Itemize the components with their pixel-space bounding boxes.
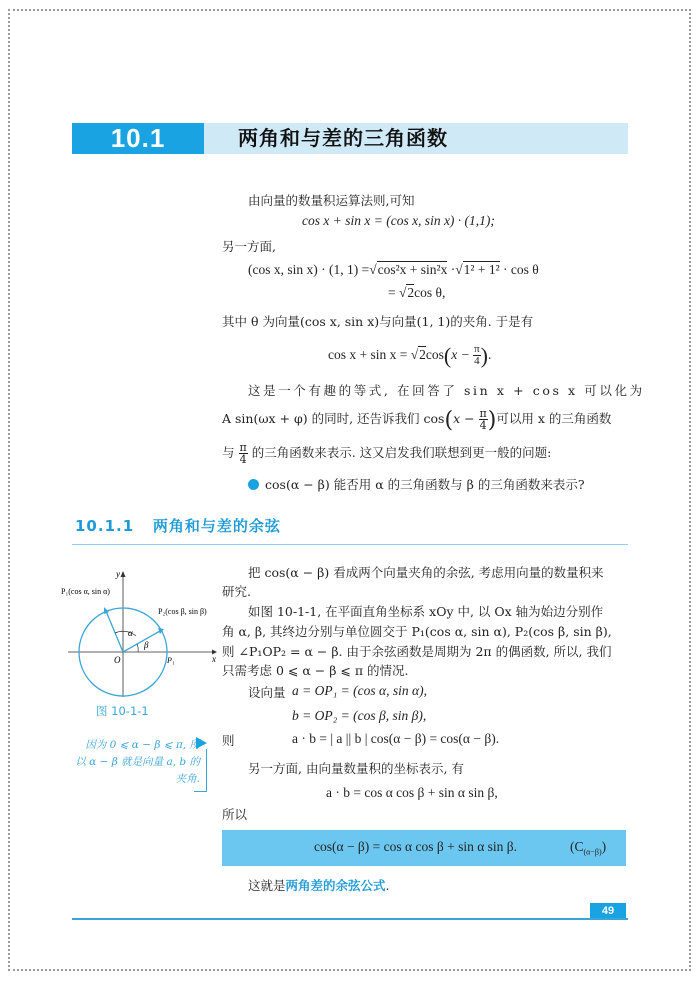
intro-line-2: 另一方面, — [222, 239, 276, 254]
note-bracket — [194, 749, 207, 792]
then-label: 则 — [222, 733, 235, 748]
intro-line-1: 由向量的数量积运算法则,可知 — [248, 193, 415, 208]
dot-product-equation: a · b = | a || b | cos(α − β) = cos(α − β). — [292, 731, 500, 746]
vector-b-definition: b = OP₂ = (cos β, sin β), — [292, 708, 427, 723]
question-text: cos(α − β) 能否用 α 的三角函数与 β 的三角函数来表示? — [265, 477, 585, 492]
paragraph-1-line-2-inner: x − — [453, 411, 475, 426]
bullet-icon — [248, 479, 259, 490]
formula-tag-open: (C — [570, 839, 584, 854]
question-line — [248, 476, 585, 494]
equation-2-lhs: (cos x, sin x) · (1, 1) = — [248, 262, 370, 277]
paragraph-1-line-2-a: A sin(ωx + φ) 的同时, 还告诉我们 cos — [222, 411, 445, 426]
fraction-numerator: π — [474, 343, 480, 356]
equation-2-dot: · — [447, 262, 456, 277]
flag-marker-icon — [196, 737, 207, 749]
equation-4-tail: . — [487, 347, 492, 362]
equation-2: (cos x, sin x) · (1, 1) =√cos²x + sin²x ·√1² + 1² · cos θ — [248, 262, 539, 277]
chapter-title-bar — [72, 123, 628, 154]
paragraph-1-line-1: 这是一个有趣的等式, 在回答了 sin x + cos x 可以化为 — [248, 383, 645, 398]
body-p2-line-2: 角 α, β, 其终边分别与单位圆交于 P₁(cos α, sin α), P₂(cos β, sin β), — [222, 624, 612, 639]
formula-box — [222, 830, 626, 866]
cosine-difference-formula: cos(α − β) = cos α cos β + sin α sin β. — [314, 839, 518, 854]
svg-text:β: β — [144, 640, 149, 650]
footer-rule — [72, 918, 628, 920]
svg-text:P₂(cos β, sin β): P₂(cos β, sin β) — [158, 607, 207, 616]
section-title: 两角和与差的三角函数 — [238, 126, 448, 150]
set-vectors-label: 设向量 — [248, 685, 286, 700]
equation-1: cos x + sin x = (cos x, sin x) · (1,1); — [302, 213, 495, 228]
paragraph-1-line-3 — [222, 442, 551, 465]
body-p2-line-3: 则 ∠P₁OP₂ = α − β. 由于余弦函数是周期为 2π 的偶函数, 所以, 我们 — [222, 644, 612, 659]
fraction-denominator: 4 — [479, 419, 487, 432]
equation-4-lhs: cos x + sin x = — [328, 347, 408, 362]
conclusion-highlight: 两角差的余弦公式 — [285, 878, 386, 893]
subsection-heading — [75, 515, 281, 536]
svg-text:P₁(cos α, sin α): P₁(cos α, sin α) — [61, 587, 110, 596]
body-p1-line-1: 把 cos(α − β) 看成两个向量夹角的余弦, 考虑用向量的数量积来 — [248, 565, 604, 580]
svg-text:y: y — [116, 569, 120, 579]
fraction-numerator: π — [479, 407, 487, 420]
paragraph-1-line-2: A sin(ωx + φ) 的同时, 还告诉我们 cos(x − $\frac{\pi}{4}$ )可以用 x 的三角函数 — [222, 407, 612, 433]
fraction-pi-over-4-line3 — [239, 442, 248, 465]
unit-circle-figure — [60, 565, 225, 705]
equation-4-cos: cos — [425, 347, 444, 362]
formula-tag — [570, 839, 606, 857]
dot-product-coordinates: a · b = cos α cos β + sin α sin β, — [326, 785, 498, 800]
formula-tag-close: ) — [601, 839, 607, 854]
subsection-number: 10.1.1 — [75, 517, 135, 535]
svg-text:P₁: P₁ — [167, 656, 175, 665]
svg-text:α: α — [128, 628, 133, 638]
so-label: 所以 — [222, 807, 248, 822]
paragraph-1-line-3-a: 与 — [222, 445, 235, 460]
body-p2-line-1: 如图 10-1-1, 在平面直角坐标系 xOy 中, 以 Ox 轴为始边分别作 — [248, 604, 604, 619]
equation-2-radical-2: 1² + 1² — [463, 262, 500, 277]
fraction-pi-over-4 — [473, 344, 481, 367]
figure-caption: 图 10-1-1 — [96, 704, 149, 718]
svg-text:O: O — [114, 655, 121, 665]
equation-4-radical: 2 — [419, 347, 426, 362]
equation-2-tail: · cos θ — [499, 262, 539, 277]
fraction-numerator: π — [239, 441, 247, 454]
body-p2-line-4: 只需考虑 0 ⩽ α − β ⩽ π 的情况. — [222, 663, 409, 678]
formula-tag-subscript: (α−β) — [583, 847, 602, 857]
intro-line-3: 其中 θ 为向量(cos x, sin x)与向量(1, 1)的夹角. 于是有 — [222, 314, 534, 329]
svg-text:x: x — [212, 654, 216, 664]
equation-4: cos x + sin x = √2cos(x − $\frac{\pi}{4}$ ). — [328, 343, 492, 368]
conclusion-text-b: . — [385, 878, 390, 893]
subsection-title: 两角和与差的余弦 — [152, 517, 281, 535]
vector-a-definition: a = OP₁ = (cos α, sin α), — [292, 683, 427, 698]
equation-4-inner: x − — [451, 347, 470, 362]
body-p3-line-1: 另一方面, 由向量数量积的坐标表示, 有 — [248, 761, 464, 776]
fraction-denominator: 4 — [239, 453, 247, 466]
page-number: 49 — [590, 903, 626, 919]
equation-3: = √2cos θ, — [388, 285, 446, 300]
equation-3-equals: = — [388, 285, 396, 300]
equation-2-radical-1: cos²x + sin²x — [377, 262, 448, 277]
margin-note: 因为 0 ⩽ α − β ⩽ π, 所以 α − β 就是向量 a, b 的夹角. — [75, 739, 200, 785]
section-number: 10.1 — [72, 123, 204, 154]
conclusion-text-a: 这就是 — [248, 878, 286, 893]
equation-3-tail: cos θ, — [414, 285, 446, 300]
conclusion-line — [248, 877, 390, 895]
paragraph-1-line-3-b: 的三角函数来表示. 这又启发我们联想到更一般的问题: — [247, 445, 552, 460]
fraction-pi-over-4-inline — [479, 408, 488, 431]
subsection-rule — [72, 544, 628, 545]
fraction-denominator: 4 — [474, 355, 480, 368]
body-p1-line-2: 研究. — [222, 584, 251, 599]
paragraph-1-line-2-b: 可以用 x 的三角函数 — [496, 411, 612, 426]
equation-3-radical: 2 — [407, 285, 415, 300]
